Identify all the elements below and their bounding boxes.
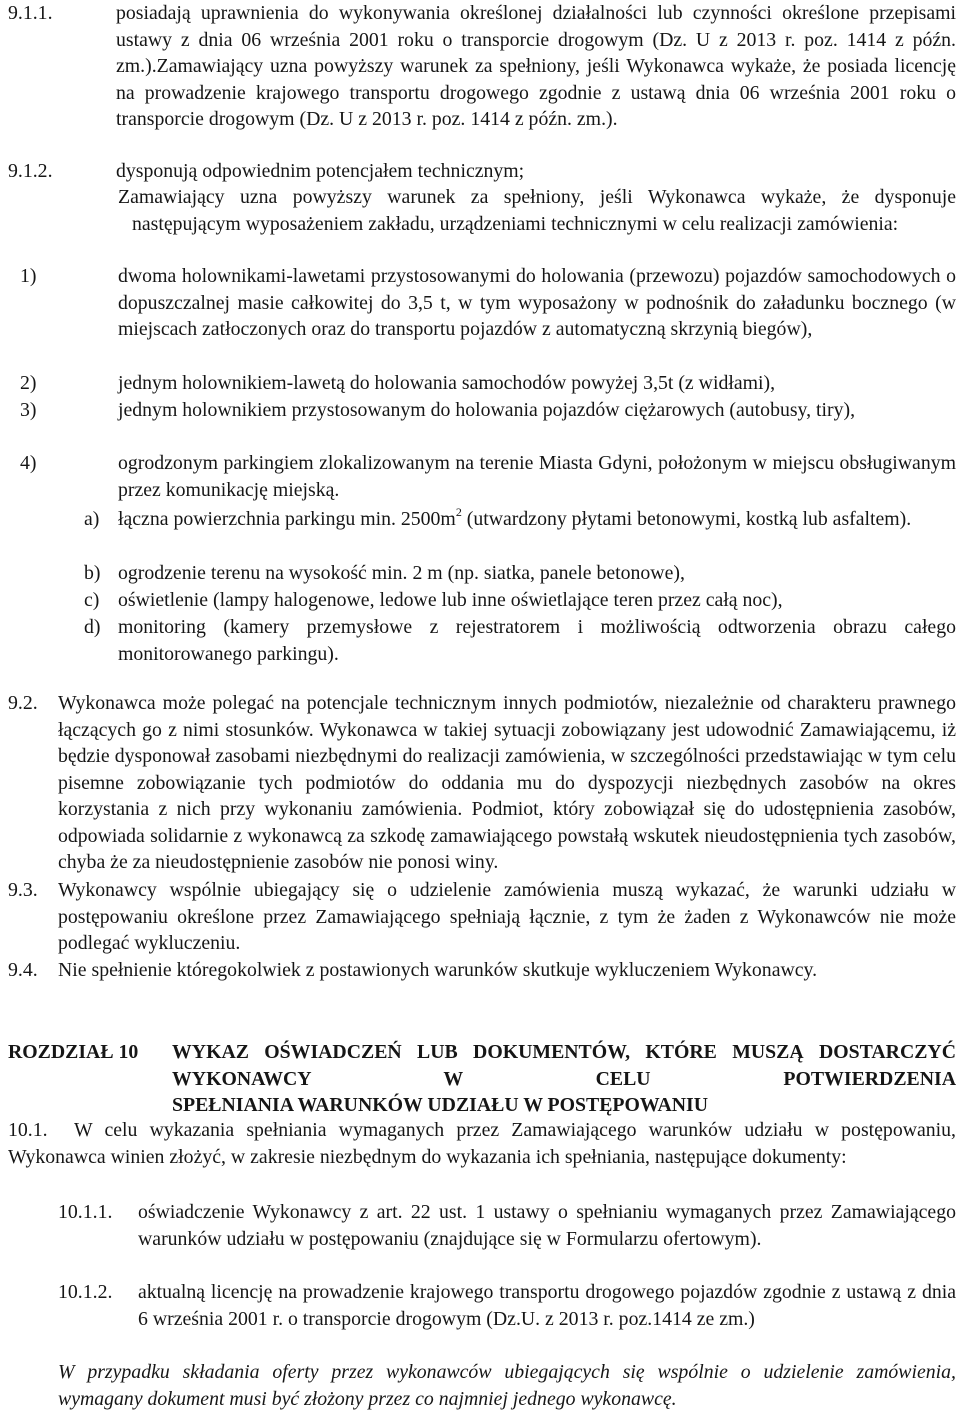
list-item-number: 4) (20, 452, 37, 474)
section-text: Wykonawcy wspólnie ubiegający się o udzielenie zamówienia muszą wykazać, że warunki udziału w postępowaniu określone przez Zamawiającego spełniają łącznie, z tym że żaden z Wykonawców nie może podlegać wykluczeniu. (58, 879, 956, 954)
section-9-1-2 (8, 158, 956, 185)
section-text: oświadczenie Wykonawcy z art. 22 ust. 1 ustawy o spełnianiu wymaganych przez Zamawiającego warunków udziału w postępowaniu (znajdujące się w Formularzu ofertowym). (138, 1201, 956, 1250)
list-item-number: 2) (20, 372, 37, 394)
section-text: aktualną licencję na prowadzenie krajowego transportu drogowego pojazdów zgodnie z ustawą z dnia 6 września 2001 r. o transporcie drogowym (Dz.U. z 2013 r. poz.1414 ze zm.) (138, 1281, 956, 1330)
list-item-text: dwoma holownikami-lawetami przystosowanymi do holowania (przewozu) pojazdów samochodowych o dopuszczalnej masie całkowitej do 3,5 t, w tym wyposażony w podnośnik do załadunku bocznego (w miejscach zatłoczonych oraz do transportu pojazdów z automatyczną skrzynią biegów), (118, 265, 956, 340)
section-text: dysponują odpowiednim potencjałem technicznym; (116, 160, 525, 182)
section-9-1-1 (8, 0, 956, 133)
section-number: 9.3. (8, 879, 38, 901)
list-item (20, 397, 956, 424)
area-requirement-text-cont: (utwardzony płytami betonowymi, kostką lub asfaltem). (461, 508, 912, 530)
sub-list-item-text: ogrodzenie terenu na wysokość min. 2 m (np. siatka, panele betonowe), (118, 562, 685, 584)
list-item-text: jednym holownikiem-lawetą do holowania samochodów powyżej 3,5t (z widłami), (118, 372, 776, 394)
sub-list-item-letter: c) (84, 589, 100, 611)
sub-list-item-text (118, 506, 956, 533)
sub-list-item (84, 587, 956, 614)
list-item-text: ogrodzonym parkingiem zlokalizowanym na terenie Miasta Gdyni, położonym w miejscu obsługiwanym przez komunikację miejską. (118, 452, 956, 501)
section-9-3 (8, 877, 956, 957)
list-item-number: 1) (20, 265, 37, 287)
joint-bidders-note: W przypadku składania oferty przez wykonawców ubiegających się wspólnie o udzielenie zamówienia, wymagany dokument musi być złożony przez co najmniej jednego wykonawcę. (58, 1361, 956, 1410)
section-text: Nie spełnienie któregokolwiek z postawionych warunków skutkuje wykluczeniem Wykonawcy. (58, 959, 818, 981)
section-text: posiadają uprawnienia do wykonywania określonej działalności lub czynności określone przepisami ustawy z dnia 06 września 2001 roku o transporcie drogowym (Dz. U z 2013 r. poz. 1414 z późn. zm.).Zamawiający uzna powyższy warunek za spełniony, jeśli Wykonawca wykaże, że posiada licencję na prowadzenie krajowego transportu drogowego zgodnie z ustawą dnia 06 września 2001 roku o transporcie drogowym (Dz. U z 2013 r. poz. 1414 z późn. zm.). (116, 2, 956, 130)
chapter-title-last-line: SPEŁNIANIA WARUNKÓW UDZIAŁU W POSTĘPOWANIU (172, 1094, 709, 1116)
list-item (20, 450, 956, 503)
section-number: 9.2. (8, 692, 38, 714)
sub-list-item-letter: d) (84, 616, 101, 638)
section-number: 10.1.2. (58, 1281, 113, 1303)
list-item-number: 3) (20, 399, 37, 421)
sub-list-item (84, 614, 956, 667)
section-number: 9.1.1. (8, 2, 53, 24)
section-number: 9.1.2. (8, 160, 53, 182)
section-text: Wykonawca może polegać na potencjale technicznym innych podmiotów, niezależnie od charakteru prawnego łączących go z nimi stosunków. Wykonawca w takiej sytuacji zobowiązany jest udowodnić Zamawiającemu, iż będzie dysponował zasobami niezbędnymi do realizacji zamówienia, w szczególności przedstawiając w tym celu pisemne zobowiązanie tych podmiotów do oddania mu do dyspozycji niezbędnych zasobów na okres korzystania z nich przy wykonaniu zamówienia. Podmiot, który zobowiązał się do udostępnienia zasobów, odpowiada solidarnie z wykonawcą za szkodę zamawiającego powstałą wskutek nieudostępnienia tych zasobów, chyba że za nieudostępnienie zasobów nie ponosi winy. (58, 692, 956, 873)
section-10-1-2 (58, 1279, 956, 1332)
section-10-1 (8, 1117, 956, 1170)
superscript: 2 (455, 505, 462, 519)
chapter-number: ROZDZIAŁ 10 (8, 1041, 139, 1063)
list-item-text: jednym holownikiem przystosowanym do holowania pojazdów ciężarowych (autobusy, tiry), (118, 399, 856, 421)
sub-list-item-letter: b) (84, 562, 101, 584)
list-item (20, 263, 956, 343)
sub-list-item-letter: a) (84, 508, 100, 530)
list-item (20, 370, 956, 397)
section-9-4 (8, 957, 956, 984)
area-requirement-text: łączna powierzchnia parkingu min. 2500m (118, 508, 456, 530)
section-number: 10.1.1. (58, 1201, 113, 1223)
chapter-title: WYKAZ OŚWIADCZEŃ LUB DOKUMENTÓW, KTÓRE MUSZĄ DOSTARCZYĆ WYKONAWCY W CELU POTWIERDZENIA (172, 1041, 956, 1090)
sub-list-item-text: monitoring (kamery przemysłowe z rejestratorem i możliwością odtworzenia obrazu całego monitorowanego parkingu). (118, 616, 956, 665)
section-number: 9.4. (8, 959, 38, 981)
section-lead-paragraph: Zamawiający uzna powyższy warunek za spełniony, jeśli Wykonawca wykaże, że dysponuje następującym wyposażeniem zakładu, urządzeniami technicznymi w celu realizacji zamówienia: (118, 186, 956, 235)
sub-list-item-text: oświetlenie (lampy halogenowe, ledowe lub inne oświetlające teren przez całą noc), (118, 589, 783, 611)
sub-list-item (84, 560, 956, 587)
section-number: 10.1. (8, 1119, 48, 1141)
section-9-2 (8, 690, 956, 876)
section-text: W celu wykazania spełniania wymaganych przez Zamawiającego warunków udziału w postępowaniu, Wykonawca winien złożyć, w zakresie niezbędnym do wykazania ich spełniania, następujące dokumenty: (8, 1119, 956, 1168)
chapter-heading (8, 1039, 956, 1119)
sub-list-item (84, 506, 956, 533)
section-10-1-1 (58, 1199, 956, 1252)
